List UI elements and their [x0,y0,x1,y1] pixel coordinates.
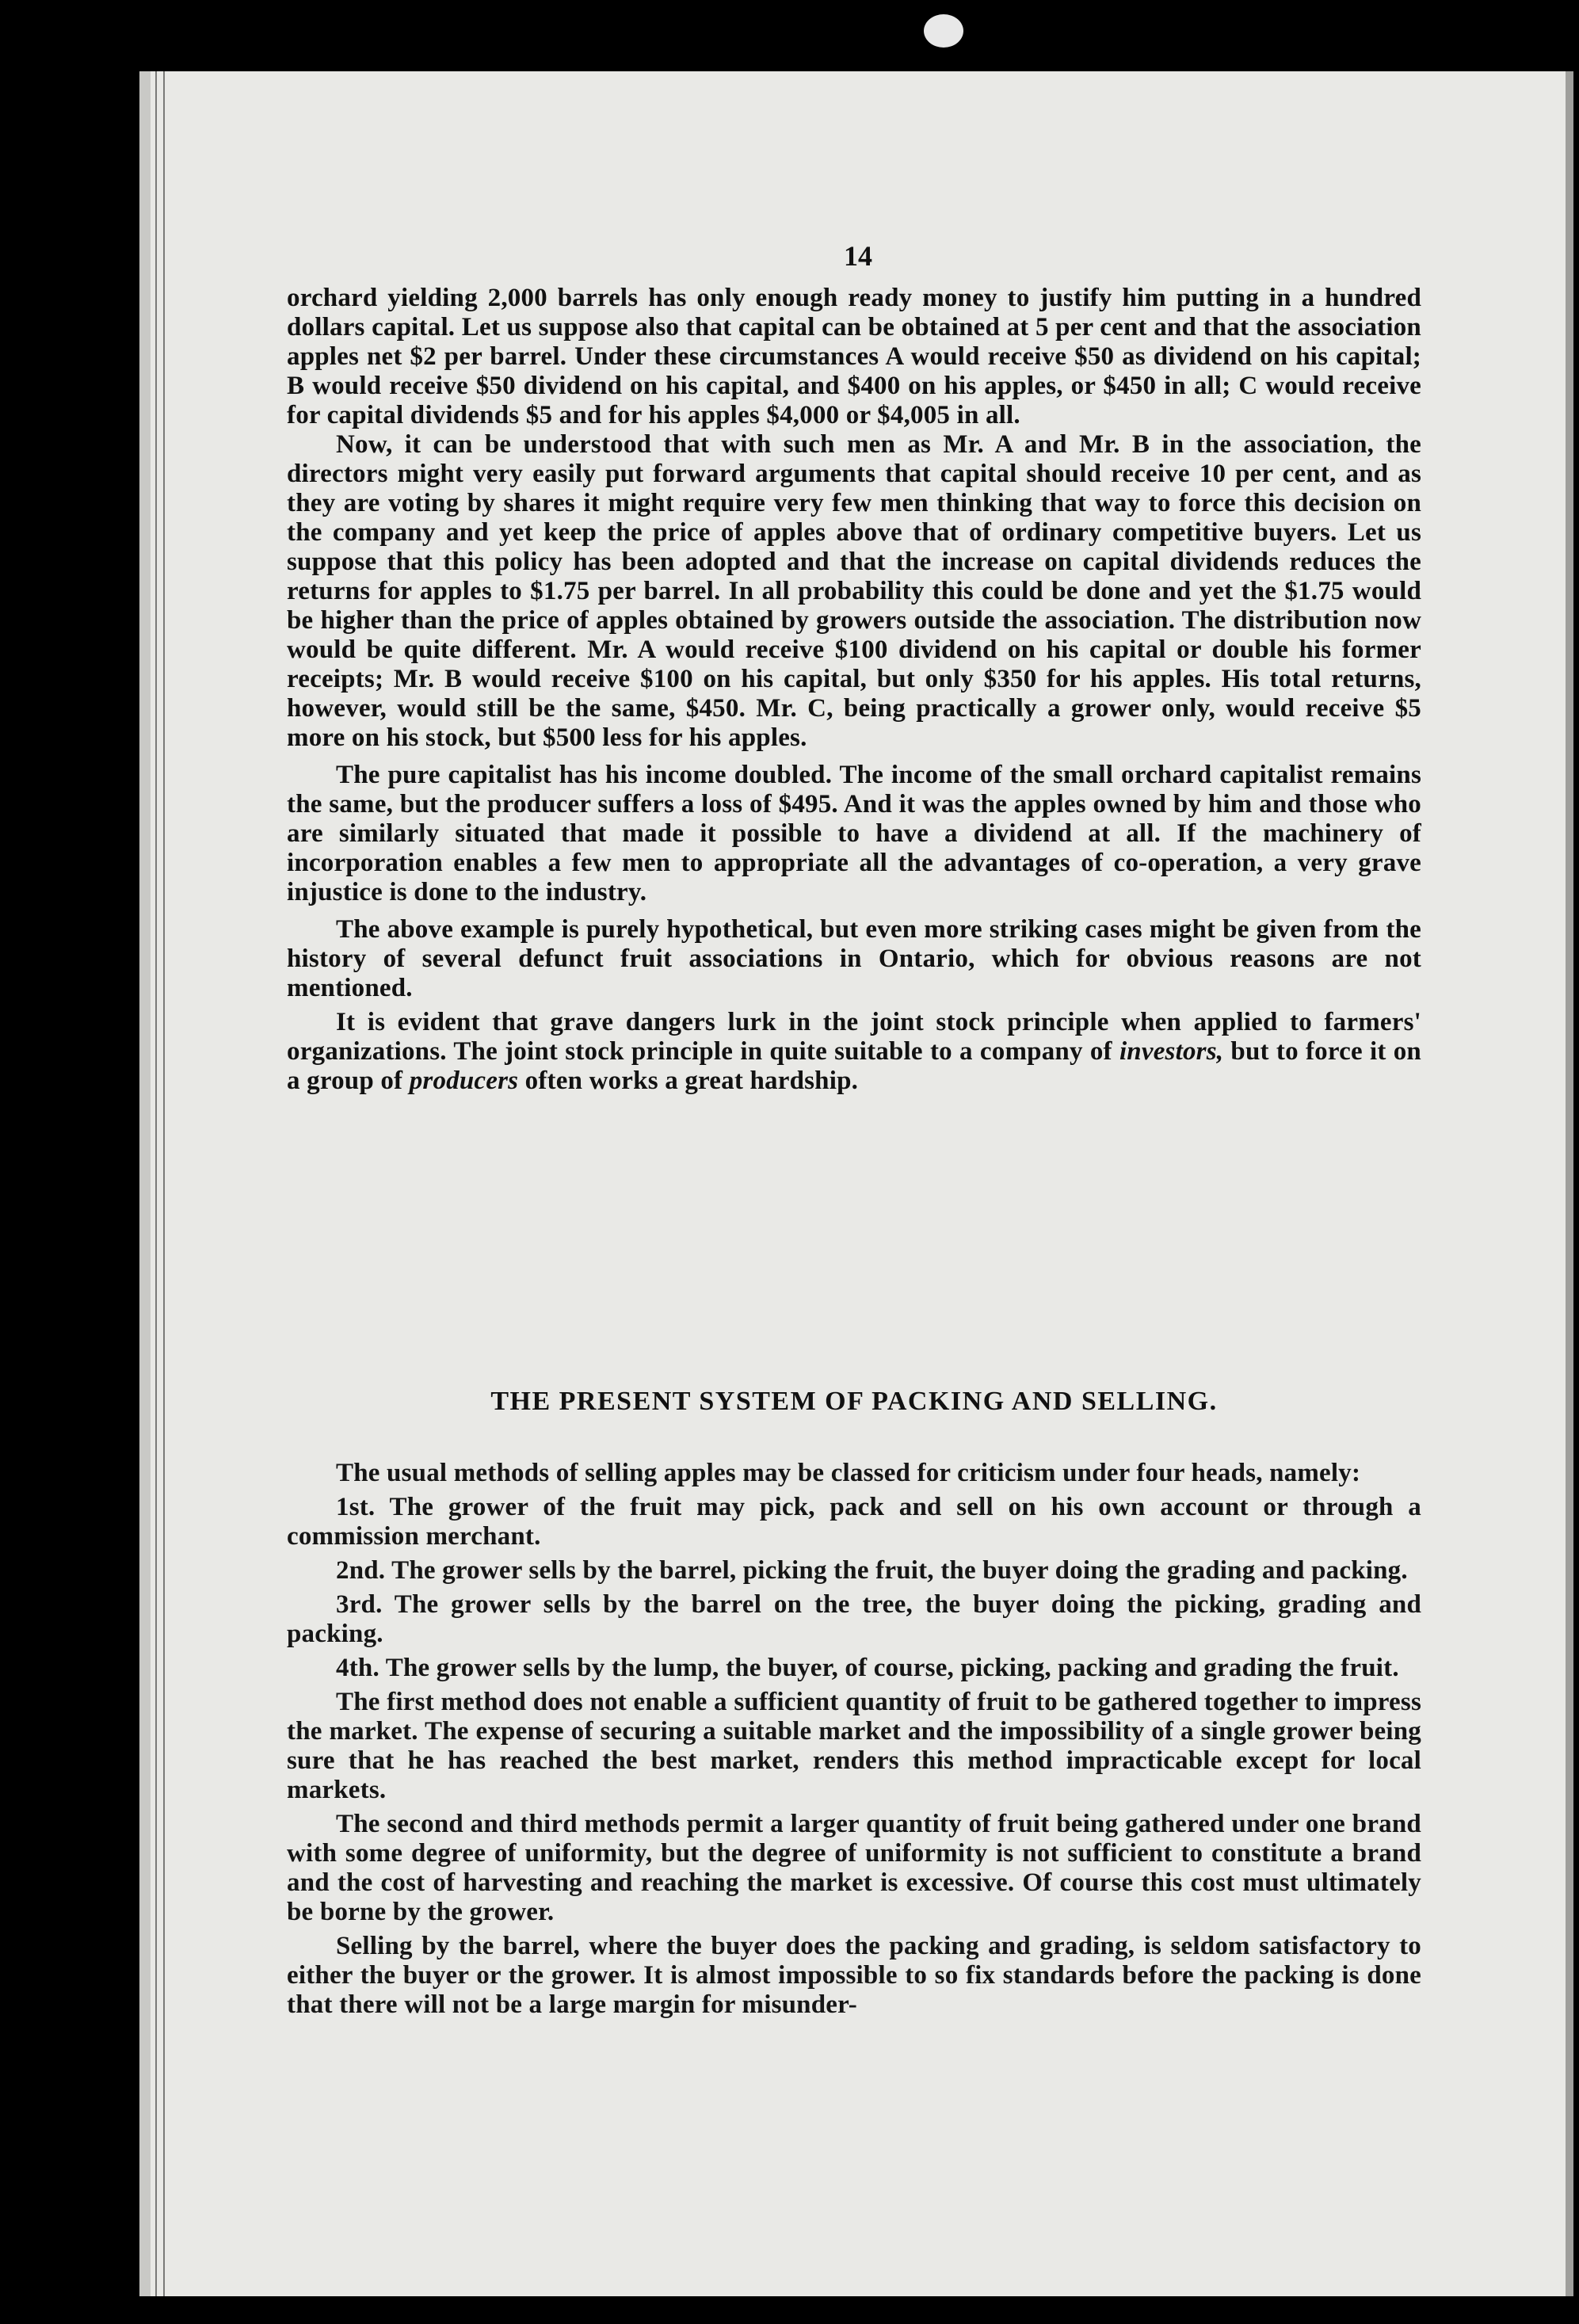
document-page [139,71,1573,2296]
section-heading: THE PRESENT SYSTEM OF PACKING AND SELLING. [490,1387,1218,1416]
paragraph: The first method does not enable a sufficient quantity of fruit to be gathered together to impress the market. The expense of securing a suitable market and the impossibility of a single grower being sure that he has reached the best market, renders this method impracticable except for local markets. [287,1688,1421,1804]
binding-edge-line [155,71,157,2296]
paragraph: The usual methods of selling apples may be classed for criticism under four heads, namely: [336,1459,1361,1487]
paragraph-text: often works a great hardship. [518,1067,859,1095]
binding-edge-line [163,71,165,2296]
body-text-top [287,284,1421,1096]
paragraph-text: but to force it on a group of [287,1037,1421,1095]
paragraph-text: It is evident that grave dangers lurk in the joint stock principle when applied to farmers' organizations. The joint stock principle in quite suitable to a company of [287,1008,1421,1066]
list-item: 1st. The grower of the fruit may pick, pack and sell on his own account or through a commission merchant. [287,1493,1421,1551]
page-number: 14 [844,240,872,272]
paragraph: Now, it can be understood that with such men as Mr. A and Mr. B in the association, the directors might very easily put forward arguments that capital should receive 10 per cent, and as they are voting by shares it might require very few men thinking that way to force this decision on the company and yet keep the price of apples above that of ordinary competitive buyers. Let us suppose that this policy has been adopted and that the increase on capital dividends reduces the returns for apples to $1.75 per barrel. In all probability this could be done and yet the $1.75 would be higher than the price of apples obtained by growers outside the association. The distribution now would be quite different. Mr. A would receive $100 dividend on his capital or double his former receipts; Mr. B would receive $100 on his capital, but only $350 for his apples. His total returns, however, would still be the same, $450. Mr. C, being practically a grower only, would receive $5 more on his stock, but $500 less for his apples. [287,430,1421,752]
paragraph: The second and third methods permit a larger quantity of fruit being gathered under one brand with some degree of uniformity, but the degree of uniformity is not sufficient to constitute a brand and the cost of harvesting and reaching the market is excessive. Of course this cost must ultimately be borne by the grower. [287,1810,1421,1926]
paragraph: orchard yielding 2,000 barrels has only enough ready money to justify him putting in a hundred dollars capital. Let us suppose also that capital can be obtained at 5 per cent and that the association apples net $2 per barrel. Under these circumstances A would receive $50 as dividend on his capital; B would receive $50 dividend on his capital, and $400 on his apples, or $450 in all; C would receive for capital dividends $5 and for his apples $4,000 or $4,005 in all. [287,284,1421,429]
list-item: 3rd. The grower sells by the barrel on the tree, the buyer doing the picking, grading and packing. [287,1590,1421,1648]
film-punch-hole [924,14,963,48]
list-item: 2nd. The grower sells by the barrel, picking the fruit, the buyer doing the grading and packing. [336,1556,1408,1585]
paragraph: The pure capitalist has his income doubled. The income of the small orchard capitalist remains the same, but the producer suffers a loss of $495. And it was the apples owned by him and those who are similarly situated that made it possible to have a dividend at all. If the machinery of incorporation enables a few men to appropriate all the advantages of co-operation, a very grave injustice is done to the industry. [287,761,1421,906]
emphasis-text: producers [409,1067,519,1095]
body-text-bottom [287,1454,1421,2020]
paragraph: Selling by the barrel, where the buyer does the packing and grading, is seldom satisfactory to either the buyer or the grower. It is almost impossible to so fix standards before the packing is done that there will not be a large margin for misunder- [287,1932,1421,2019]
paragraph [287,1008,1421,1096]
list-item: 4th. The grower sells by the lump, the buyer, of course, picking, packing and grading the fruit. [336,1654,1399,1682]
emphasis-text: investors, [1119,1037,1224,1066]
paragraph: The above example is purely hypothetical, but even more striking cases might be given from the history of several defunct fruit associations in Ontario, which for obvious reasons are not mentioned. [287,915,1421,1002]
